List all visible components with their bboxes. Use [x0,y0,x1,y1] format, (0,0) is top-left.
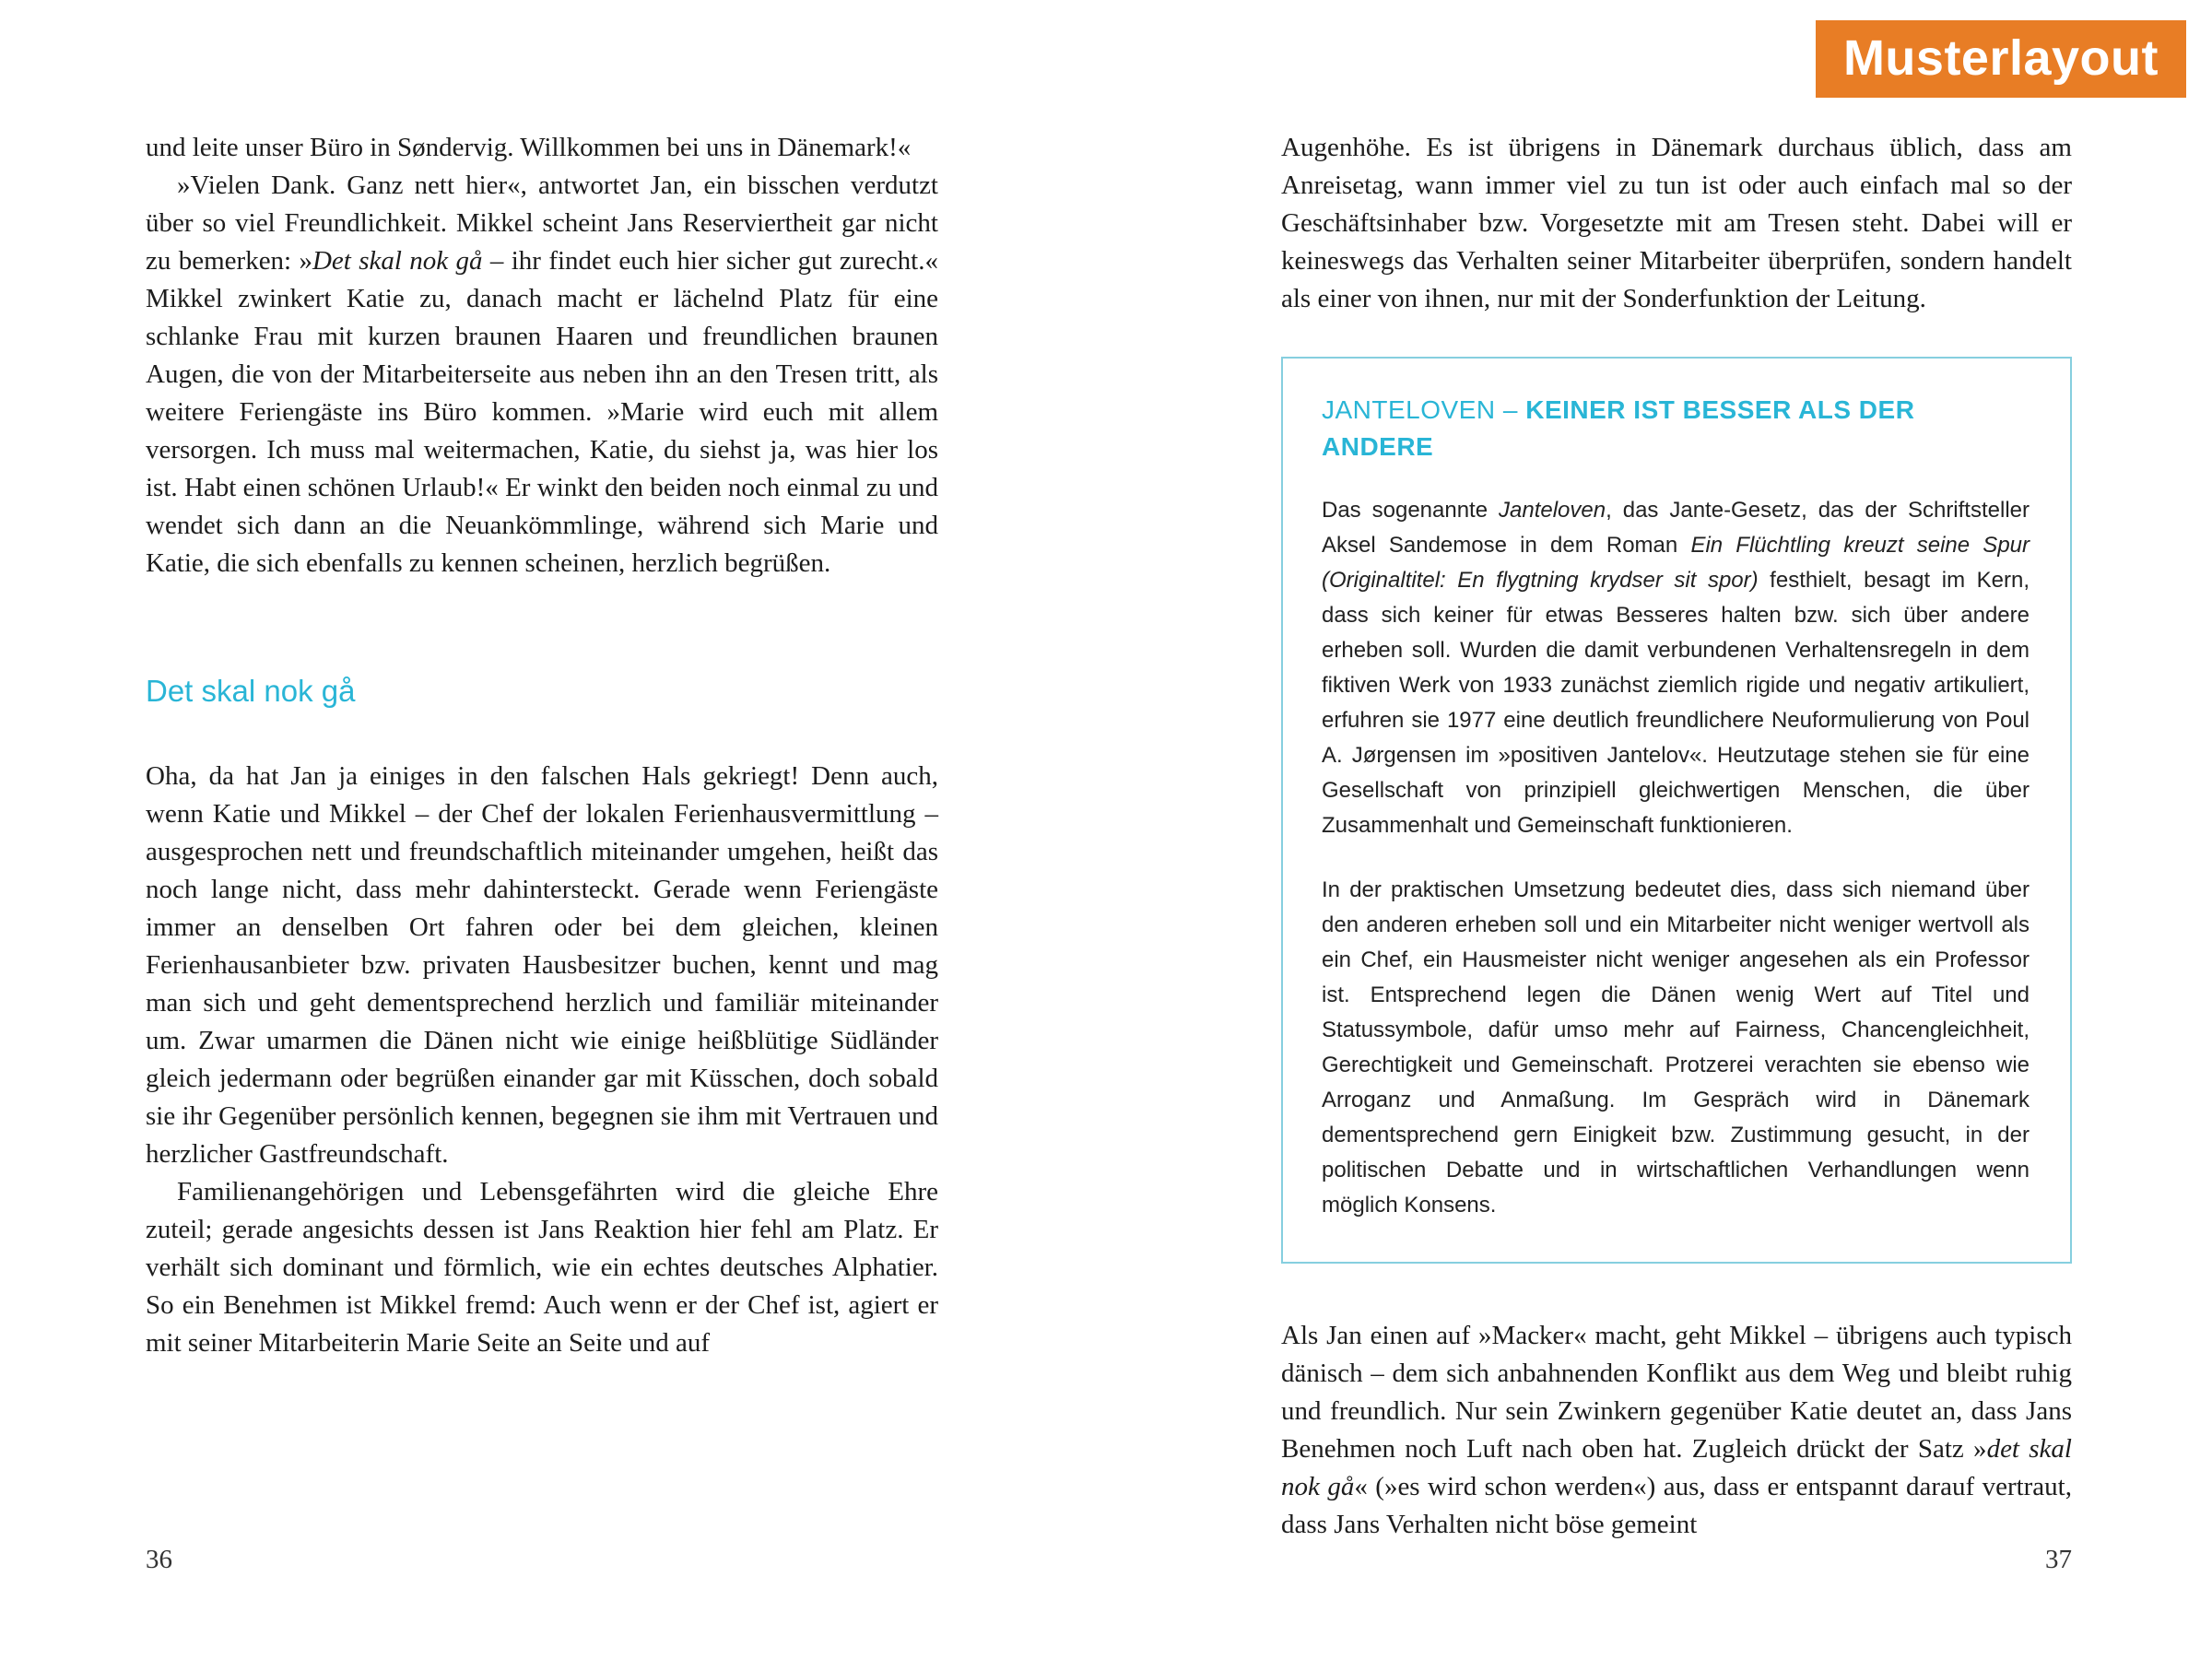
body-paragraph: Familienangehörigen und Lebensgefährten wird die gleiche Ehre zuteil; gerade angesichts dessen ist Jans Reaktion hier fehl am Platz. Er verhält sich dominant und förmlich, wie ein echtes deutsches Alphatier. So ein Benehmen ist Mikkel fremd: Auch wenn er der Chef ist, agiert er mit seiner Mitarbeiterin Marie Seite an Seite und auf [146,1176,938,1358]
banner-label: Musterlayout [1842,30,2159,86]
page-number-left: 36 [146,1545,172,1574]
page-number-right: 37 [2045,1545,2072,1574]
infobox-paragraph: Das sogenannte Janteloven, das Jante-Gesetz, das der Schriftsteller Aksel Sandemose in dem Roman Ein Flüchtling kreuzt seine Spur (Originaltitel: En flygtning krydser sit spor) festhielt, besagt im Kern, dass sich keiner für etwas Besseres halten bzw. sich über andere erheben soll. Wurden die damit verbundenen Verhaltensregeln in dem fiktiven Werk von 1933 zunächst ziemlich rigide und negativ artikuliert, erfuhren sie 1977 eine deutlich freundlichere Neuformulierung von Poul A. Jørgensen im »positiven Jantelov«. Heutzutage stehen sie für eine Gesellschaft von prinzipiell gleichwertigen Menschen, die über Zusammenhalt und Gemeinschaft funktionieren. [1322,498,2030,838]
infobox-title [1322,392,2030,465]
musterlayout-banner [1816,20,2186,98]
body-paragraph: und leite unser Büro in Søndervig. Willkommen bei uns in Dänemark!« [146,133,912,162]
right-page [1281,129,2072,1574]
body-paragraph: »Vielen Dank. Ganz nett hier«, antwortet Jan, ein bisschen verdutzt über so viel Freundlichkeit. Mikkel scheint Jans Reserviertheit gar nicht zu bemerken: »Det skal nok gå – ihr findet euch hier sicher gut zurecht.« Mikkel zwinkert Katie zu, danach macht er lächelnd Platz für eine schlanke Frau mit kurzen braunen Haaren und freundlichen braunen Augen, die von der Mitarbeiterseite aus neben ihn an den Tresen tritt, als weitere Feriengäste ins Büro kommen. »Marie wird euch mit allem versorgen. Ich muss mal weitermachen, Katie, du siehst ja, was hier los ist. Habt einen schönen Urlaub!« Er winkt den beiden noch einmal zu und wendet sich dann an die Neuankömmlinge, während sich Marie und Katie, die sich ebenfalls zu kennen scheinen, herzlich begrüßen. [146,171,938,578]
body-paragraph: Oha, da hat Jan ja einiges in den falschen Hals gekriegt! Denn auch, wenn Katie und Mikkel – der Chef der lokalen Ferienhausvermittlung – ausgesprochen nett und freundschaftlich miteinander umgehen, heißt das noch lange nicht, dass mehr dahintersteckt. Gerade wenn Feriengäste immer an denselben Ort fahren oder bei dem gleichen, kleinen Ferienhausanbieter bzw. privaten Hausbesitzer buchen, kennt und mag man sich und geht dementsprechend herzlich und familiär miteinander um. Zwar umarmen die Dänen nicht wie einige heißblütige Südländer gleich jedermann oder begrüßen einander gar mit Küsschen, doch sobald sie ihr Gegenüber persönlich kennen, begegnen sie ihm mit Vertrauen und herzlicher Gastfreundschaft. [146,760,938,1169]
section-heading: Det skal nok gå [146,674,356,708]
body-paragraph: Augenhöhe. Es ist übrigens in Dänemark durchaus üblich, dass am Anreisetag, wann immer viel zu tun ist oder auch einfach mal so der Geschäftsinhaber bzw. Vorgesetzte mit am Tresen steht. Dabei will er keineswegs das Verhalten seiner Mitarbeiter überprüfen, sondern handelt als einer von ihnen, nur mit der Sonderfunktion der Leitung. [1281,133,2072,313]
left-page [146,129,938,1574]
infobox-title-statement: KEINER IST BESSER ALS DER ANDERE [1322,395,1915,461]
body-paragraph: Als Jan einen auf »Macker« macht, geht Mikkel – übrigens auch typisch dänisch – dem sich anbahnenden Konflikt aus dem Weg und bleibt ruhig und freundlich. Nur sein Zwinkern gegenüber Katie deutet an, dass Jans Benehmen noch Luft nach oben hat. Zugleich drückt der Satz »det skal nok gå« (»es wird schon werden«) aus, dass er entspannt darauf vertraut, dass Jans Verhalten nicht böse gemeint [1281,1321,2072,1539]
infobox [1281,357,2072,1264]
infobox-paragraph: In der praktischen Umsetzung bedeutet dies, dass sich niemand über den anderen erheben soll und ein Mitarbeiter nicht weniger wertvoll als ein Chef, ein Hausmeister nicht weniger angesehen als ein Professor ist. Entsprechend legen die Dänen wenig Wert auf Titel und Statussymbole, dafür umso mehr auf Fairness, Chancengleichheit, Gerechtigkeit und Gemeinschaft. Protzerei verachten sie ebenso wie Arroganz und Anmaßung. Im Gespräch wird in Dänemark dementsprechend gern Einigkeit bzw. Zustimmung gesucht, in der politischen Debatte und in wirtschaftlichen Verhandlungen wenn möglich Konsens. [1322,877,2030,1218]
infobox-title-keyword: JANTELOVEN – [1322,395,1526,424]
